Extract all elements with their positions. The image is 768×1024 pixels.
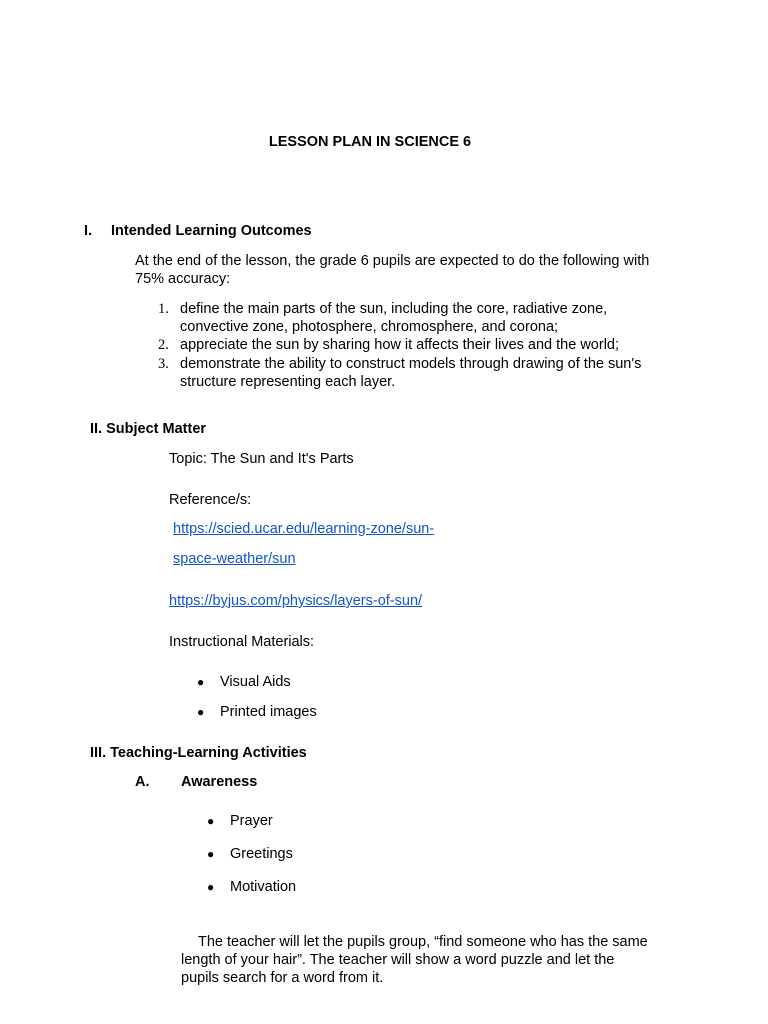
section-1-heading: Intended Learning Outcomes [111, 223, 312, 239]
activity-paragraph [181, 933, 648, 987]
references-label: Reference/s: [169, 492, 252, 508]
bullet-icon: ● [207, 847, 215, 861]
reference-link-1-line-1[interactable]: https://scied.ucar.edu/learning-zone/sun- [173, 521, 435, 537]
section-2-heading: II. Subject Matter [90, 421, 207, 437]
activity-item [207, 813, 273, 829]
objective-text: appreciate the sun by sharing how it affects their lives and the world; [180, 337, 620, 353]
activity-item [207, 879, 297, 895]
reference-link-2[interactable] [169, 593, 422, 609]
activity-item-text: Prayer [230, 813, 273, 829]
topic-text: Topic: The Sun and It's Parts [169, 451, 354, 467]
objective-text: define the main parts of the sun, including the core, radiative zone, [180, 301, 608, 317]
objective-text: demonstrate the ability to construct models through drawing of the sun's [180, 356, 642, 372]
objective-number: 2. [158, 337, 169, 353]
section-3-heading: III. Teaching-Learning Activities [90, 745, 307, 761]
objective-number: 3. [158, 356, 169, 372]
activity-item-text: Motivation [230, 879, 297, 895]
bullet-icon: ● [197, 705, 205, 719]
reference-link-1-cont[interactable] [173, 551, 296, 567]
bullet-icon: ● [207, 814, 215, 828]
activity-item-text: Greetings [230, 846, 293, 862]
paragraph-line-2: length of your hair”. The teacher will show a word puzzle and let the [181, 952, 615, 968]
subsection-letter: A. [135, 774, 150, 790]
reference-link-2-text[interactable]: https://byjus.com/physics/layers-of-sun/ [169, 593, 423, 609]
intro-line-2: 75% accuracy: [135, 271, 231, 287]
intro-line-1: At the end of the lesson, the grade 6 pupils are expected to do the following with [135, 253, 650, 269]
objective-number: 1. [158, 301, 169, 317]
reference-link-1[interactable] [173, 521, 434, 537]
materials-label: Instructional Materials: [169, 634, 315, 650]
bullet-icon: ● [207, 880, 215, 894]
subsection-heading: Awareness [181, 774, 258, 790]
reference-link-1-line-2[interactable]: space-weather/sun [173, 551, 296, 567]
materials-item [197, 674, 291, 690]
section-1-numeral: I. [84, 223, 93, 239]
intro-paragraph [135, 252, 649, 288]
materials-item-text: Printed images [220, 704, 317, 720]
document-title: LESSON PLAN IN SCIENCE 6 [268, 134, 472, 150]
materials-item-text: Visual Aids [220, 674, 291, 690]
materials-item [197, 704, 317, 720]
objective-text-cont: convective zone, photosphere, chromosphere, and corona; [180, 319, 559, 335]
objective-text-cont: structure representing each layer. [180, 374, 396, 390]
paragraph-line-3: pupils search for a word from it. [181, 970, 384, 986]
activity-item [207, 846, 293, 862]
paragraph-line-1: The teacher will let the pupils group, “find someone who has the same [198, 934, 648, 950]
bullet-icon: ● [197, 675, 205, 689]
